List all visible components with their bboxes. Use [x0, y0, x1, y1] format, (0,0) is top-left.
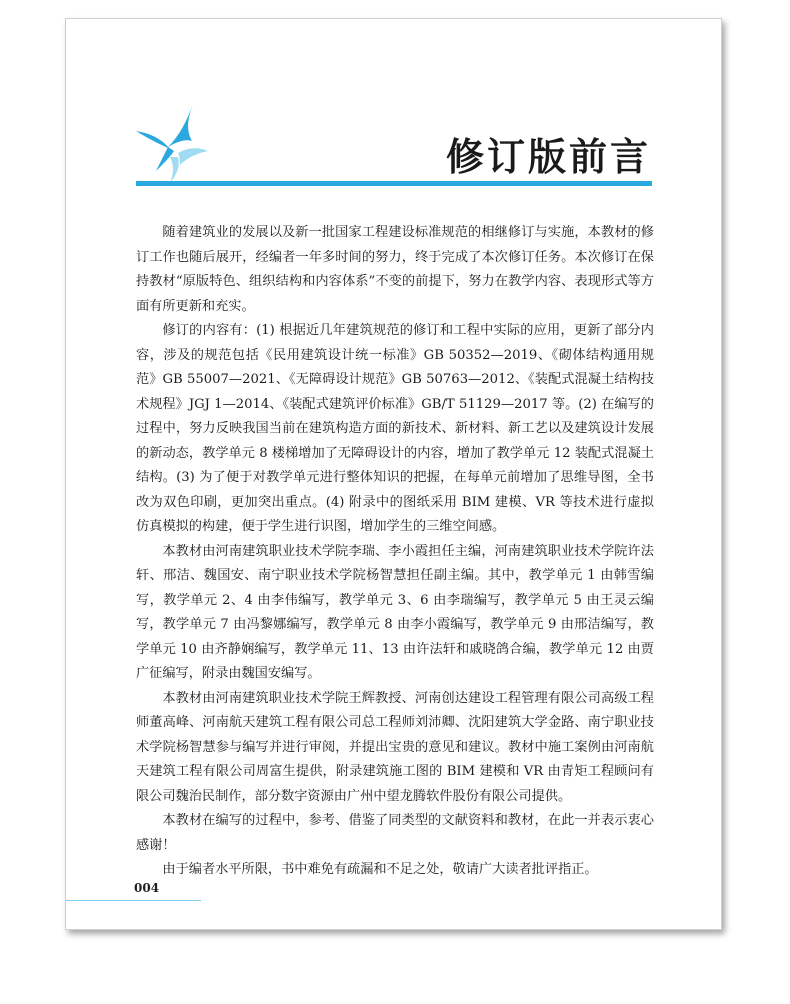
page-title: 修订版前言: [445, 135, 651, 179]
paragraph-editors: 本教材由河南建筑职业技术学院李瑞、李小霞担任主编，河南建筑职业技术学院许法轩、邢洁、魏国安、南宁职业技术学院杨智慧担任副主编。其中，教学单元 1 由韩雪编写，教学单元 2、4 由李伟编写，教学单元 3、6 由李瑞编写，教学单元 5 由王灵云编写，教学单元 7 由冯黎娜编写，教学单元 8 由李小霞编写，教学单元 9 由邢洁编写，教学单元 10 由齐静娴编写，教学单元 11、13 由许法轩和戚晓鸽合编，教学单元 12 由贾广征编写，附录由魏国安编写。: [136, 543, 654, 681]
preface-body: [136, 221, 654, 883]
paragraph-reviewers: 本教材由河南建筑职业技术学院王辉教授、河南创达建设工程管理有限公司高级工程师董高峰、河南航天建筑工程有限公司总工程师刘沛卿、沈阳建筑大学金路、南宁职业技术学院杨智慧参与编写并进行审阅，并提出宝贵的意见和建议。教材中施工案例由河南航天建筑工程有限公司周富生提供，附录建筑施工图的 BIM 建模和 VR 由青矩工程顾问有限公司魏治民制作，部分数字资源由广州中望龙腾软件股份有限公司提供。: [136, 690, 654, 804]
paragraph-revisions: 修订的内容有：(1) 根据近几年建筑规范的修订和工程中实际的应用，更新了部分内容，涉及的规范包括《民用建筑设计统一标准》GB 50352—2019、《砌体结构通用规范》GB 55007—2021、《无障碍设计规范》GB 50763—2012、《装配式混凝土结构技术规程》JGJ 1—2014、《装配式建筑评价标准》GB/T 51129—2017 等。(2) 在编写的过程中，努力反映我国当前在建筑构造方面的新技术、新材料、新工艺以及建筑设计发展的新动态，教学单元 8 楼梯增加了无障碍设计的内容，增加了教学单元 12 装配式混凝土结构。(3) 为了便于对教学单元进行整体知识的把握，在每单元前增加了思维导图，全书改为双色印刷，更加突出重点。(4) 附录中的图纸采用 BIM 建模、VR 等技术进行虚拟仿真模拟的构建，便于学生进行识图，增加学生的三维空间感。: [136, 323, 654, 534]
paragraph-intro: 随着建筑业的发展以及新一批国家工程建设标准规范的相继修订与实施，本教材的修订工作也随后展开，经编者一年多时间的努力，终于完成了本次修订任务。本次修订在保持教材“原版特色、组织结构和内容体系”不变的前提下，努力在教学内容、表现形式等方面有所更新和充实。: [136, 225, 654, 314]
paragraph-acknowledgement: 本教材在编写的过程中，参考、借鉴了同类型的文献资料和教材，在此一并表示衷心感谢！: [136, 813, 654, 853]
page-number: 004: [134, 881, 160, 895]
document-page: [65, 18, 722, 930]
swallow-logo-icon: [134, 97, 226, 187]
paragraph-closing: 由于编者水平所限，书中难免有疏漏和不足之处，敬请广大读者批评指正。: [162, 862, 598, 877]
footer-rule: [66, 900, 201, 901]
title-underline: [136, 181, 652, 186]
